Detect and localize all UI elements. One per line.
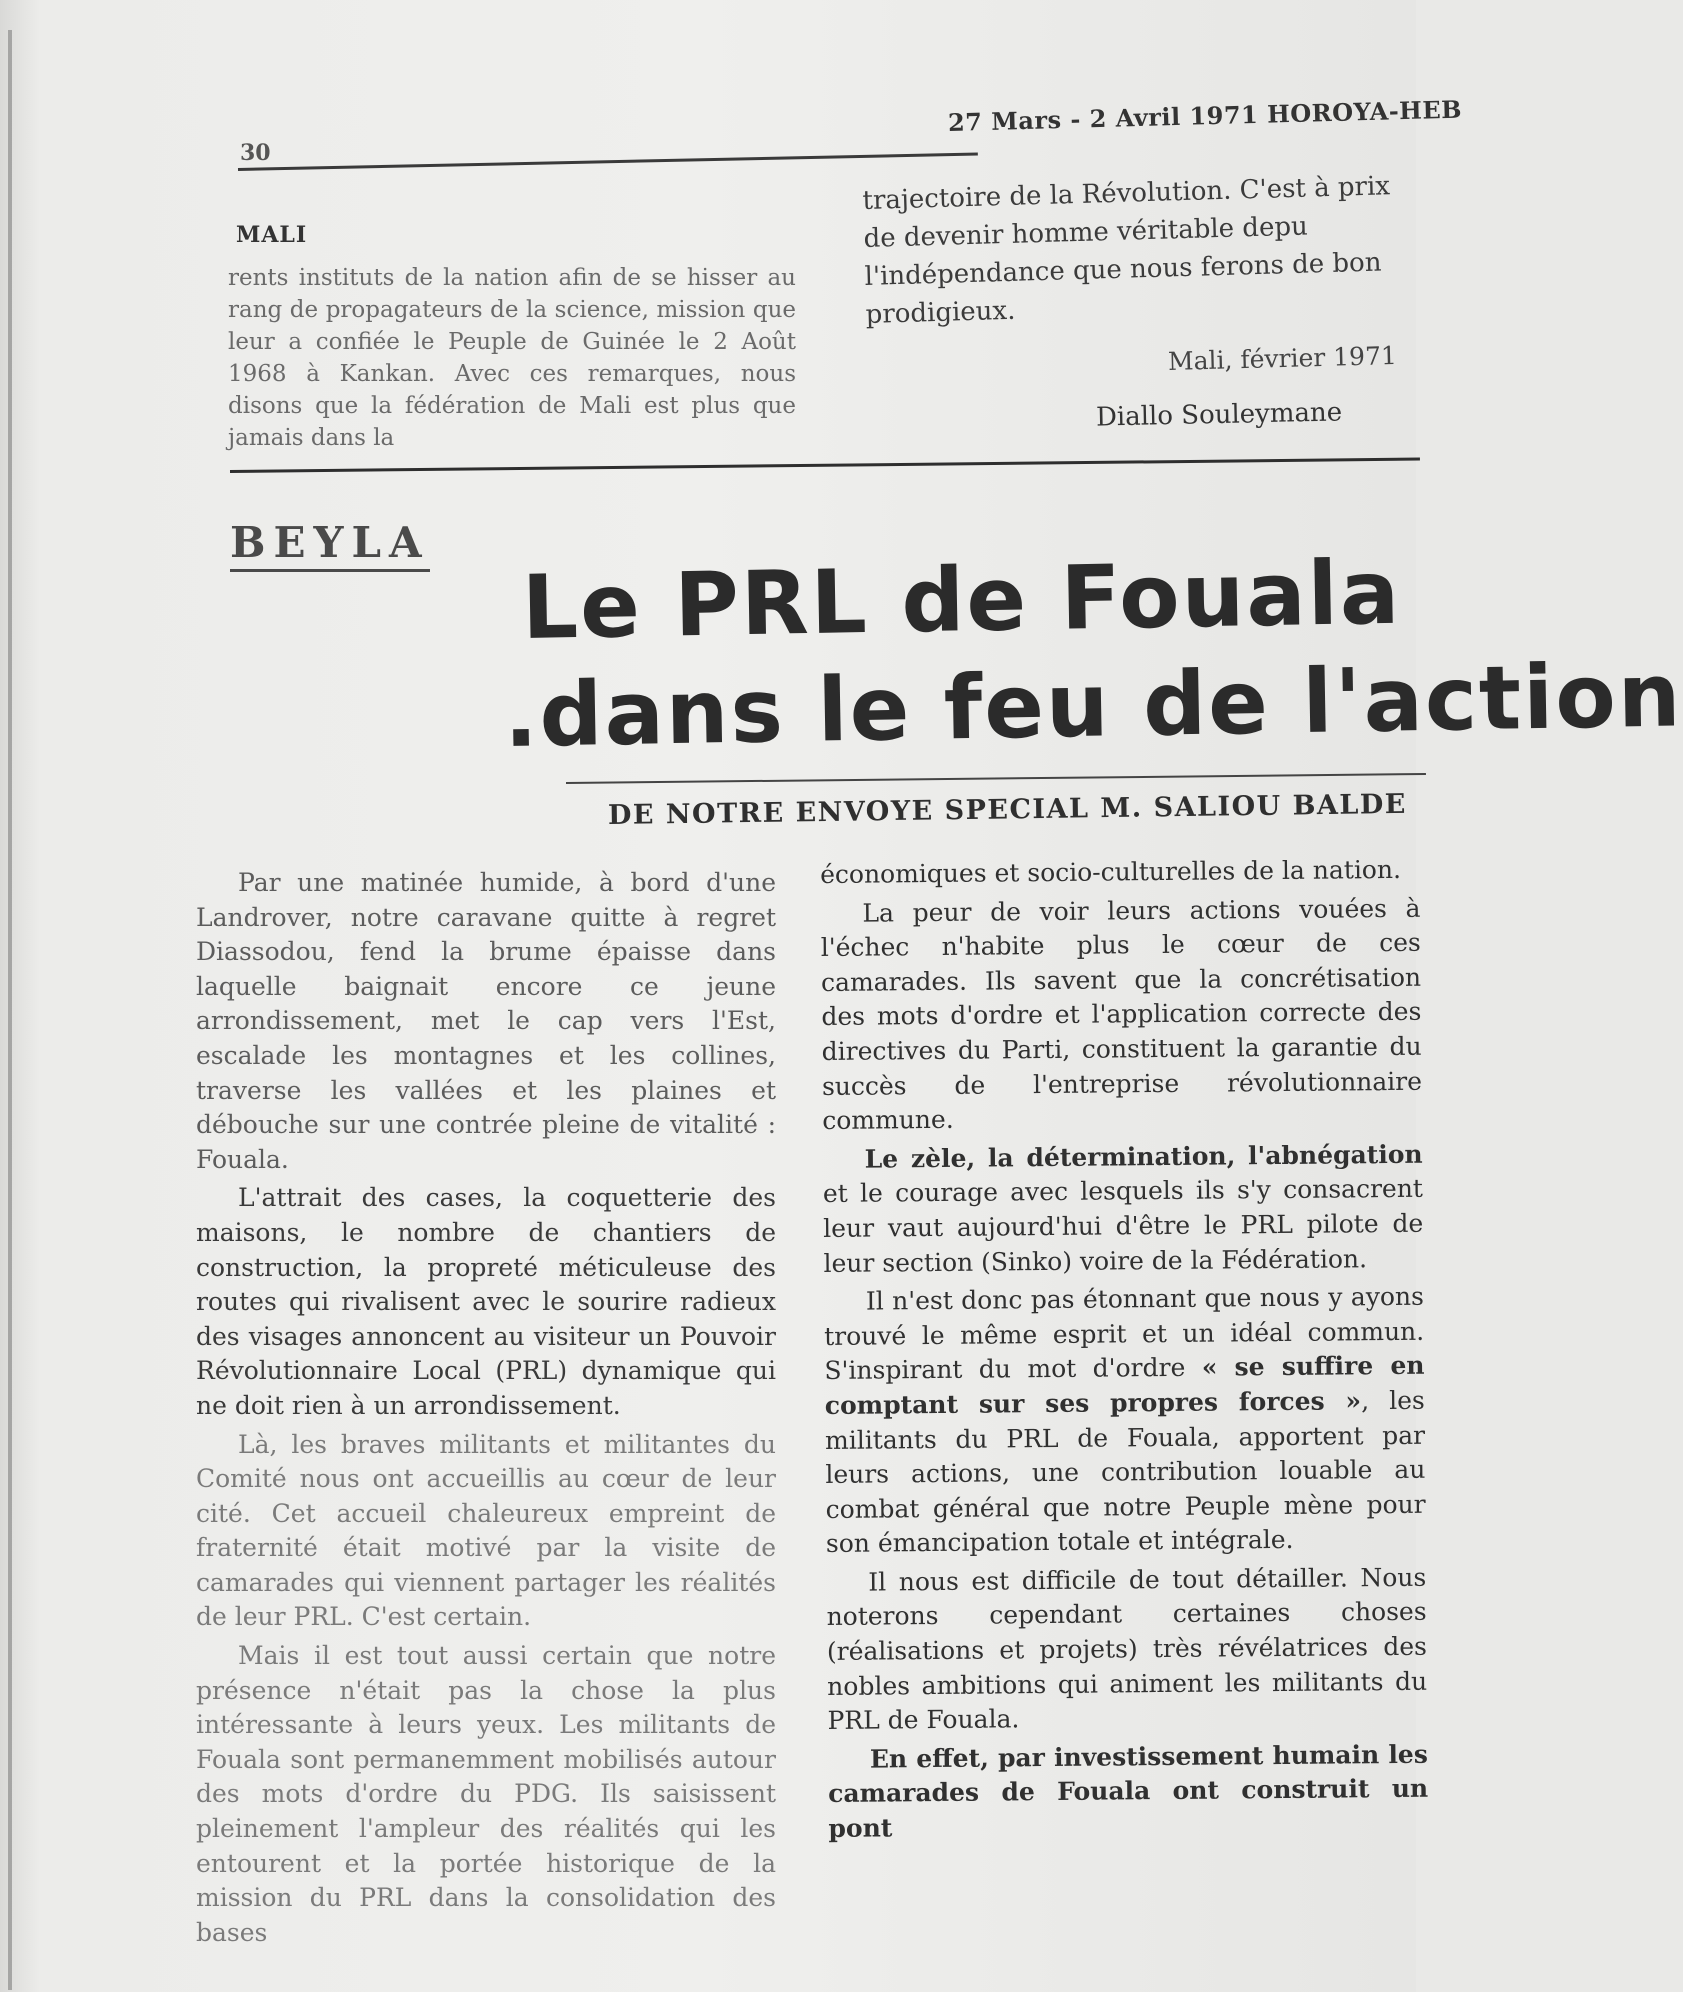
- paragraph: économiques et socio-culturelles de la nation.: [820, 854, 1402, 889]
- page-spine-shadow: [8, 30, 12, 1990]
- section-title: BEYLA: [230, 518, 430, 572]
- paragraph: [824, 1280, 1426, 1562]
- paragraph: Il nous est difficile de tout détailler. Nous noterons cependant certaines choses (réalisations et projets) très révélatrices des nobles ambitions qui animent les militants du PRL de Fouala.: [826, 1562, 1428, 1736]
- headline-rule: [566, 773, 1426, 784]
- masthead-date: 27 Mars - 2 Avril 1971 HOROYA-HEB: [947, 94, 1463, 137]
- paragraph: La peur de voir leurs actions vouées à l'échec n'habite plus le cœur de ces camarades. Ils savent que la concrétisation des mots d'ordre et l'application correcte des directives du Parti, constituent la garantie du succès de l'entreprise révolutionnaire commune.: [820, 893, 1423, 1136]
- bold-text: camarades de Fouala ont construit un pont: [828, 1774, 1429, 1843]
- headline-line-1: Le PRL de Fouala: [521, 540, 1403, 659]
- paragraph: [828, 1738, 1429, 1847]
- paragraph-text: Il n'est donc pas étonnant que nous y ayons trouvé le même esprit et un idéal commun. S'inspirant du mot d'ordre: [824, 1281, 1425, 1386]
- article-left-column: [196, 866, 776, 1954]
- paragraph-text: et le courage avec lesquels ils s'y consacrent leur vaut aujourd'hui d'être le PRL pilote de leur section (Sinko) voire de la Fédération.: [822, 1174, 1424, 1278]
- section-divider: [230, 458, 1420, 473]
- paragraph: Là, les braves militants et militantes du Comité nous ont accueillis au cœur de leur cité. Cet accueil chaleureux empreint de fraternité était motivé par la visite de camarades qui viennent partager les réalités de leur PRL. C'est certain.: [196, 1429, 776, 1632]
- continued-article-left-column: rents instituts de la nation afin de se hisser au rang de propagateurs de la science, mission que leur a confiée le Peuple de Guinée le 2 Août 1968 à Kankan. Avec ces remarques, nous disons que la fédération de Mali est plus que jamais dans la: [228, 265, 796, 451]
- paragraph: Mais il est tout aussi certain que notre présence n'était pas la chose la plus intéressante à leurs yeux. Les militants de Fouala sont permanemment mobilisés autour des mots d'ordre du PDG. Ils saisissent pleinement l'ampleur des réalités qui les entourent et la portée historique de la mission du PRL dans la consolidation des bases: [196, 1641, 776, 1947]
- page-number: 30: [240, 140, 271, 166]
- signature-date: Mali, février 1971: [1167, 341, 1398, 376]
- paragraph: [822, 1138, 1423, 1282]
- signature-name: Diallo Souleymane: [1095, 397, 1343, 433]
- continued-article-label: MALI: [236, 222, 308, 248]
- continued-article-right-column: trajectoire de la Révolution. C'est à prix de devenir homme véritable depu l'indépendance que nous ferons de bon prodigieux.: [862, 171, 1391, 330]
- bold-lead: Le zèle, la détermination, l'abnégation: [864, 1139, 1423, 1174]
- paragraph-text: , les militants du PRL de Fouala, apportent par leurs actions, une contribution louable au combat général que notre Peuple mène pour son émancipation totale et intégrale.: [824, 1385, 1426, 1559]
- header-rule: [238, 153, 978, 171]
- paragraph-text: En effet, par investissement humain les: [869, 1739, 1428, 1774]
- paragraph: L'attrait des cases, la coquetterie des maisons, le nombre de chantiers de construction, la propreté méticuleuse des routes qui rivalisent avec le sourire radieux des visages annoncent au visiteur un Pouvoir Révolutionnaire Local (PRL) dynamique qui ne doit rien à un arrondissement.: [196, 1183, 776, 1420]
- headline-line-2: .dans le feu de l'action: [503, 643, 1683, 767]
- byline: DE NOTRE ENVOYE SPECIAL M. SALIOU BALDE: [607, 788, 1408, 831]
- bold-quote: « se suffire en comptant sur ses propres forces »: [824, 1351, 1425, 1420]
- paragraph: Par une matinée humide, à bord d'une Landrover, notre caravane quitte à regret Diassodou, fend la brume épaisse dans laquelle baignait encore ce jeune arrondissement, met le cap vers l'Est, escalade les montagnes et les collines, traverse les vallées et les plaines et débouche sur une contrée pleine de vitalité : Fouala.: [196, 868, 776, 1174]
- article-right-column: [820, 853, 1429, 1851]
